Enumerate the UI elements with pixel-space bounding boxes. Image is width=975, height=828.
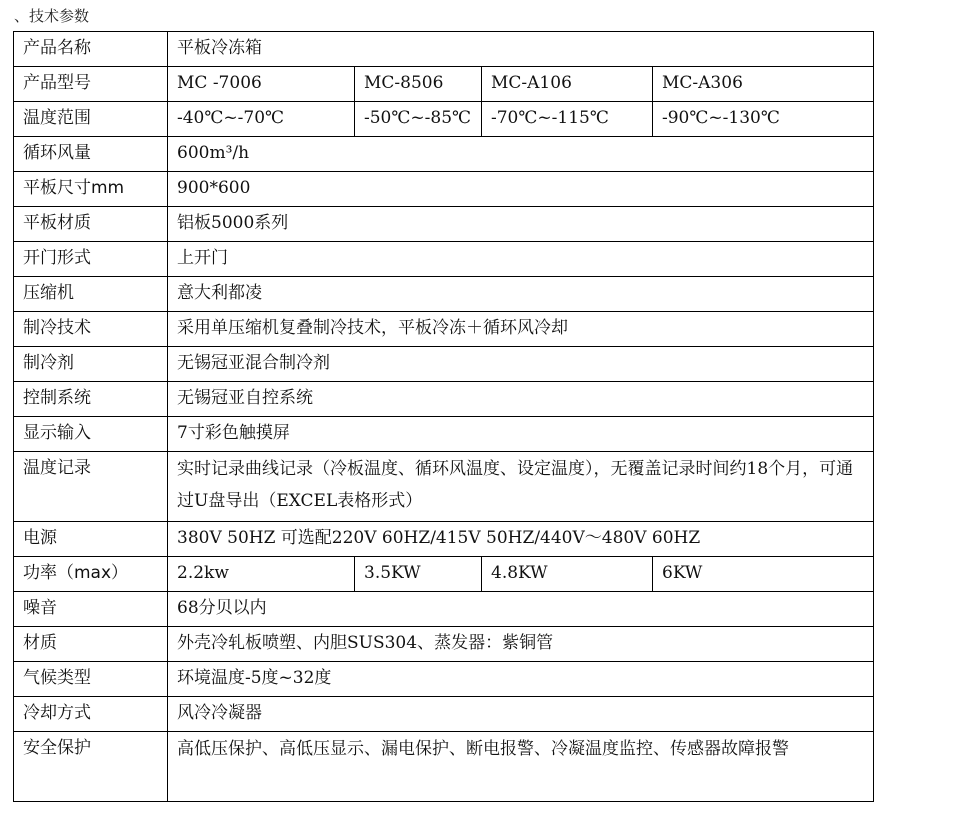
temp-range-cell: -40℃~-70℃ (168, 102, 355, 137)
row-label: 产品名称 (14, 32, 168, 67)
table-row (14, 207, 874, 242)
table-row (14, 32, 874, 67)
table-row (14, 452, 874, 522)
row-label: 循环风量 (14, 137, 168, 172)
table-row (14, 417, 874, 452)
power-cell: 3.5KW (355, 557, 482, 592)
row-value: 采用单压缩机复叠制冷技术，平板冷冻＋循环风冷却 (168, 312, 874, 347)
row-value: 实时记录曲线记录（冷板温度、循环风温度、设定温度），无覆盖记录时间约18个月，可通过U盘导出（EXCEL表格形式） (168, 452, 874, 522)
table-row (14, 732, 874, 802)
model-cell: MC-A106 (482, 67, 653, 102)
row-value: 高低压保护、高低压显示、漏电保护、断电报警、冷凝温度监控、传感器故障报警 (168, 732, 874, 802)
row-value: 上开门 (168, 242, 874, 277)
model-cell: MC-8506 (355, 67, 482, 102)
table-row (14, 277, 874, 312)
table-row (14, 347, 874, 382)
table-row (14, 662, 874, 697)
row-value: 外壳冷轧板喷塑、内胆SUS304、蒸发器：紫铜管 (168, 627, 874, 662)
power-cell: 6KW (653, 557, 874, 592)
row-label: 电源 (14, 522, 168, 557)
table-row (14, 172, 874, 207)
model-cell: MC -7006 (168, 67, 355, 102)
row-value: 风冷冷凝器 (168, 697, 874, 732)
row-label: 功率（max） (14, 557, 168, 592)
power-cell: 2.2kw (168, 557, 355, 592)
table-row (14, 312, 874, 347)
row-label: 气候类型 (14, 662, 168, 697)
row-value: 68分贝以内 (168, 592, 874, 627)
row-value: 7寸彩色触摸屏 (168, 417, 874, 452)
row-value: 无锡冠亚混合制冷剂 (168, 347, 874, 382)
power-cell: 4.8KW (482, 557, 653, 592)
row-label: 平板材质 (14, 207, 168, 242)
row-label: 温度范围 (14, 102, 168, 137)
row-value: 600m³/h (168, 137, 874, 172)
row-value: 意大利都凌 (168, 277, 874, 312)
row-value: 环境温度-5度~32度 (168, 662, 874, 697)
row-label: 开门形式 (14, 242, 168, 277)
spec-table (13, 31, 874, 802)
table-row (14, 592, 874, 627)
section-heading: 、技术参数 (14, 7, 90, 25)
table-row (14, 522, 874, 557)
row-label: 材质 (14, 627, 168, 662)
row-label: 制冷技术 (14, 312, 168, 347)
table-row (14, 627, 874, 662)
table-row (14, 102, 874, 137)
table-row (14, 557, 874, 592)
row-label: 产品型号 (14, 67, 168, 102)
row-label: 制冷剂 (14, 347, 168, 382)
row-value: 铝板5000系列 (168, 207, 874, 242)
table-row (14, 697, 874, 732)
table-row (14, 242, 874, 277)
row-label: 安全保护 (14, 732, 168, 802)
row-label: 压缩机 (14, 277, 168, 312)
temp-range-cell: -70℃~-115℃ (482, 102, 653, 137)
row-value: 900*600 (168, 172, 874, 207)
row-label: 显示输入 (14, 417, 168, 452)
table-row (14, 382, 874, 417)
row-label: 冷却方式 (14, 697, 168, 732)
model-cell: MC-A306 (653, 67, 874, 102)
table-row (14, 67, 874, 102)
row-value: 380V 50HZ 可选配220V 60HZ/415V 50HZ/440V～480V 60HZ (168, 522, 874, 557)
row-label: 控制系统 (14, 382, 168, 417)
row-label: 噪音 (14, 592, 168, 627)
row-label: 温度记录 (14, 452, 168, 522)
row-value: 无锡冠亚自控系统 (168, 382, 874, 417)
temp-range-cell: -90℃~-130℃ (653, 102, 874, 137)
temp-range-cell: -50℃~-85℃ (355, 102, 482, 137)
table-row (14, 137, 874, 172)
row-value: 平板冷冻箱 (168, 32, 874, 67)
row-label: 平板尺寸mm (14, 172, 168, 207)
